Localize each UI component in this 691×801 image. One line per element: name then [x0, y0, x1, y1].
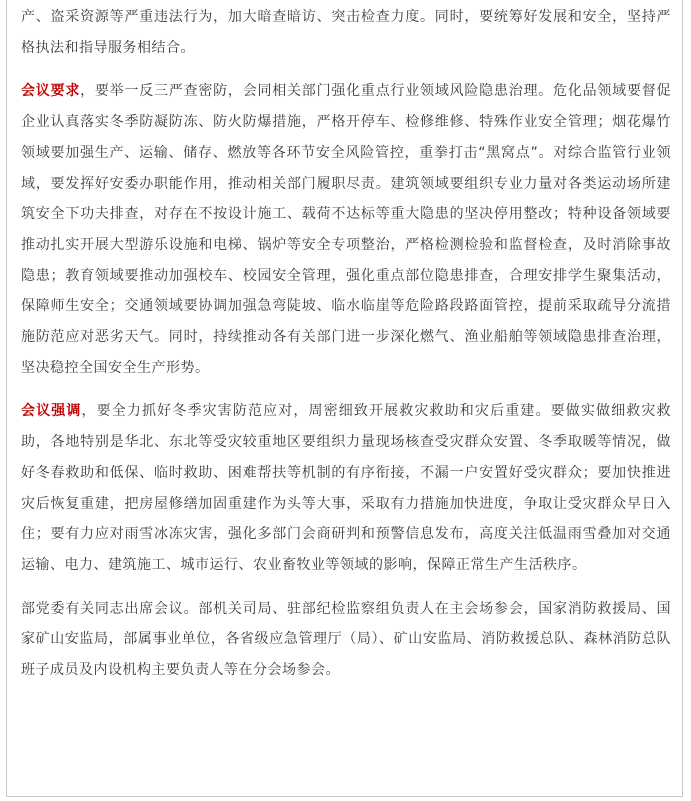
highlight-label-requirements: 会议要求 [21, 83, 81, 100]
paragraph-meeting-emphasis [21, 396, 671, 580]
paragraph-continuation [21, 2, 671, 63]
article-body [6, 0, 683, 797]
paragraph-attendees [21, 594, 671, 686]
paragraph-meeting-requirements [21, 76, 671, 383]
paragraph-text: ，要举一反三严查密防，会同相关部门强化重点行业领域风险隐患治理。危化品领域要督促企业认真落实冬季防凝防冻、防火防爆措施，严格开停车、检修维修、特殊作业安全管理；烟花爆竹领域要加强生产、运输、储存、燃放等各环节安全风险管控，重拳打击“黑窝点”。对综合监管行业领域，要发挥好安委办职能作用，推动相关部门履职尽责。建筑领域要组织专业力量对各类运动场所建筑安全下功夫排查，对存在不按设计施工、载荷不达标等重大隐患的坚决停用整改；特种设备领域要推动扎实开展大型游乐设施和电梯、锅炉等安全专项整治，严格检测检验和监督检查，及时消除事故隐患；教育领域要推动加强校车、校园安全管理，强化重点部位隐患排查，合理安排学生聚集活动，保障师生安全；交通领域要协调加强急弯陡坡、临水临崖等危险路段路面管控，提前采取疏导分流措施防范应对恶劣天气。同时，持续推动各有关部门进一步深化燃气、渔业船舶等领域隐患排查治理，坚决稳控全国安全生产形势。 [21, 83, 672, 376]
paragraph-text: 产、盗采资源等严重违法行为，加大暗查暗访、突击检查力度。同时，要统筹好发展和安全，坚持严格执法和指导服务相结合。 [21, 9, 671, 56]
paragraph-text: 部党委有关同志出席会议。部机关司局、驻部纪检监察组负责人在主会场参会，国家消防救援局、国家矿山安监局，部属事业单位，各省级应急管理厅（局）、矿山安监局、消防救援总队、森林消防总队班子成员及内设机构主要负责人等在分会场参会。 [21, 600, 671, 679]
highlight-label-emphasis: 会议强调 [21, 403, 82, 420]
paragraph-text: ，要全力抓好冬季灾害防范应对，周密细致开展救灾救助和灾后重建。要做实做细救灾救助，各地特别是华北、东北等受灾较重地区要组织力量现场核查受灾群众安置、冬季取暖等情况，做好冬春救助和低保、临时救助、困难帮扶等机制的有序衔接，不漏一户安置好受灾群众；要加快推进灾后恢复重建，把房屋修缮加固重建作为头等大事，采取有力措施加快进度，争取让受灾群众早日入住；要有力应对雨雪冰冻灾害，强化多部门会商研判和预警信息发布，高度关注低温雨雪叠加对交通运输、电力、建筑施工、城市运行、农业畜牧业等领域的影响，保障正常生产生活秩序。 [21, 403, 672, 573]
